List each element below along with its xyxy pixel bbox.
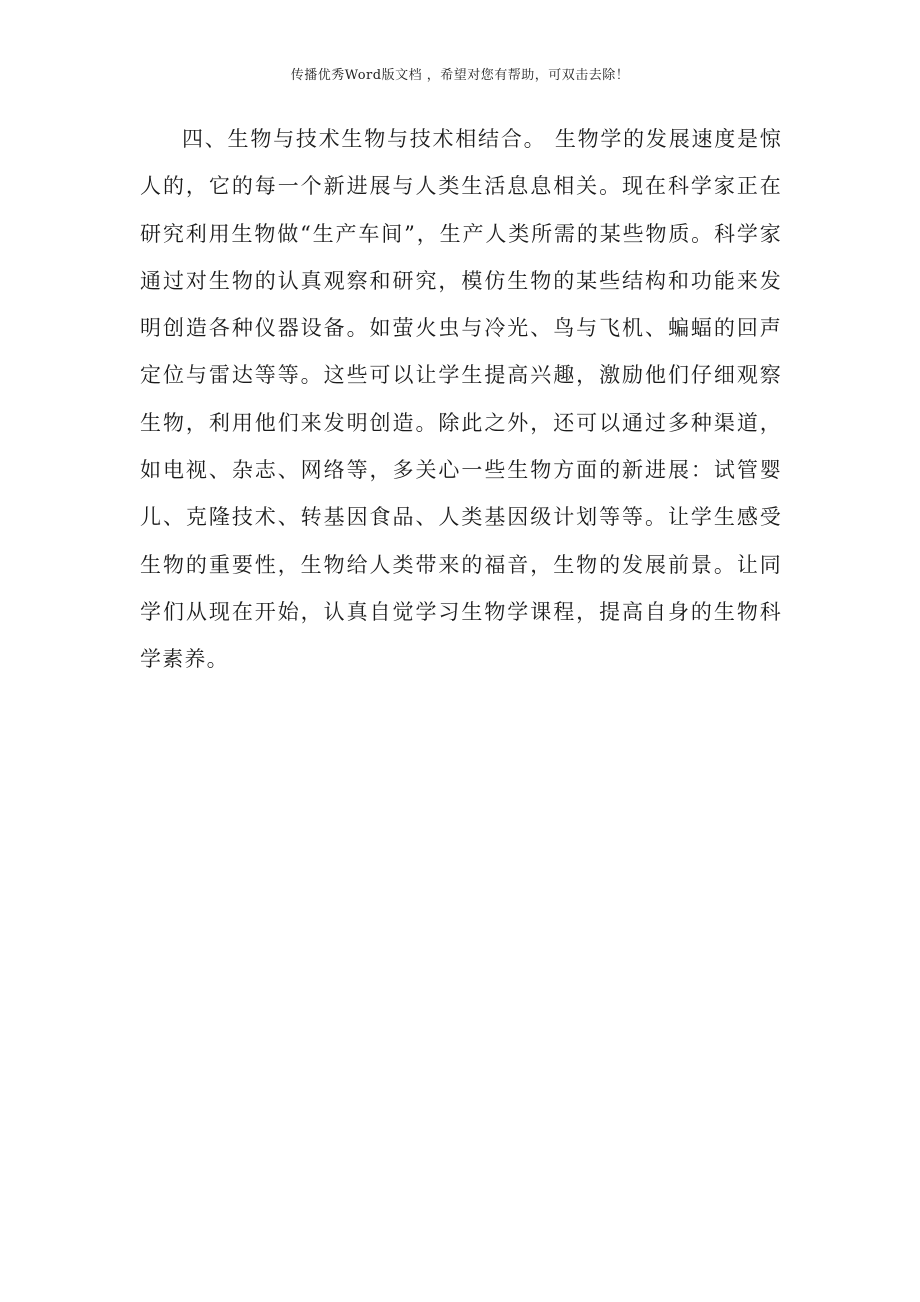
- body-paragraph: 四、生物与技术生物与技术相结合。 生物学的发展速度是惊人的，它的每一个新进展与人类生活息息相关。现在科学家正在研究利用生物做“生产车间”，生产人类所需的某些物质。科学家通过对生物的认真观察和研究，模仿生物的某些结构和功能来发明创造各种仪器设备。如萤火虫与冷光、鸟与飞机、蝙蝠的回声定位与雷达等等。这些可以让学生提高兴趣，激励他们仔细观察生物，利用他们来发明创造。除此之外，还可以通过多种渠道，如电视、杂志、网络等，多关心一些生物方面的新进展：试管婴儿、克隆技术、转基因食品、人类基因级计划等等。让学生感受生物的重要性，生物给人类带来的福音，生物的发展前景。让同学们从现在开始，认真自觉学习生物学课程，提高自身的生物科学素养。: [140, 127, 782, 672]
- header-note[interactable]: 传播优秀Word版文档 ，希望对您有帮助，可双击去除！: [290, 68, 630, 83]
